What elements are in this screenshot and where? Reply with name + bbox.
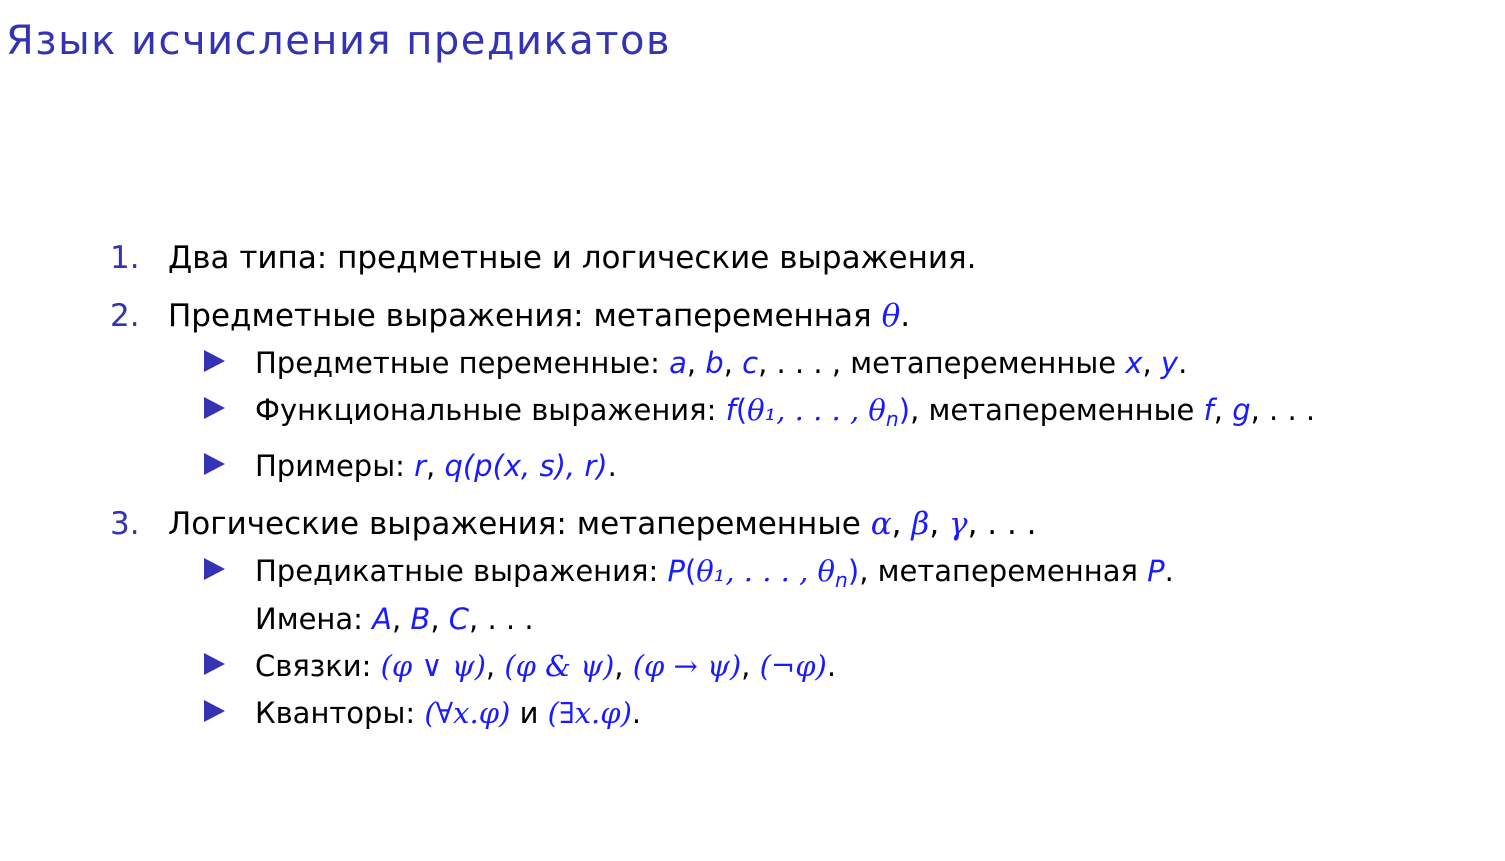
sublist-line: [255, 694, 1490, 733]
math-segment: P: [667, 554, 685, 589]
sublist-line: [255, 447, 1490, 486]
text-segment: .: [826, 649, 837, 684]
text-segment: ,: [686, 346, 706, 380]
text-segment: Логические выражения: метапеременные: [168, 506, 871, 543]
math-segment: θ₁, . . . , θ: [696, 554, 835, 589]
text-segment: , метапеременная: [859, 554, 1148, 589]
enumerated-list: [110, 238, 1490, 733]
math-segment: a: [669, 346, 687, 380]
math-segment: n: [835, 568, 848, 593]
sublist-item: [204, 447, 1490, 486]
sublist: [204, 344, 1490, 486]
list-item: [110, 504, 1490, 733]
math-segment: (: [735, 393, 748, 427]
math-segment: f: [1203, 393, 1214, 427]
list-item: [110, 296, 1490, 486]
text-segment: .: [607, 449, 617, 484]
text-segment: ,: [1213, 393, 1233, 427]
slide-title: Язык исчисления предикатов: [6, 18, 672, 64]
text-segment: .: [900, 298, 911, 334]
triangle-bullet-icon: [204, 453, 225, 475]
item-text: [168, 296, 1490, 336]
text-segment: ,: [430, 602, 449, 637]
sublist-line: [255, 600, 1490, 639]
math-segment: β: [911, 506, 930, 543]
sublist-item: [204, 647, 1490, 686]
math-segment: C: [448, 602, 470, 637]
text-segment: , . . . , метапеременные: [758, 346, 1126, 380]
sublist-item: [204, 391, 1490, 439]
text-segment: Примеры:: [255, 449, 415, 484]
text-segment: ,: [929, 506, 950, 543]
math-segment: c: [742, 346, 759, 380]
text-segment: Предметные переменные:: [255, 346, 670, 380]
text-segment: , . . .: [469, 602, 534, 637]
sublist: [204, 552, 1490, 733]
math-segment: B: [410, 602, 431, 637]
text-segment: .: [631, 696, 642, 731]
text-segment: , . . .: [1250, 393, 1316, 427]
math-segment: (∃x.φ): [547, 696, 632, 731]
text-segment: ,: [723, 346, 743, 380]
math-segment: f: [725, 393, 736, 427]
math-segment: g: [1232, 393, 1251, 427]
text-segment: Два типа: предметные и логические выражения.: [168, 240, 977, 276]
text-segment: и: [510, 696, 548, 731]
math-segment: (¬φ): [759, 649, 827, 684]
text-segment: , метапеременные: [910, 393, 1204, 427]
math-segment: y: [1160, 346, 1179, 380]
math-segment: A: [372, 602, 392, 637]
item-number: 2.: [110, 298, 140, 334]
text-segment: ,: [391, 602, 411, 637]
text-segment: ,: [1142, 346, 1161, 380]
sublist-line: [255, 344, 1490, 383]
sublist-item: [204, 552, 1490, 639]
math-segment: (φ ∨ ψ): [380, 649, 486, 684]
math-segment: θ: [881, 298, 901, 334]
sublist-line: [255, 552, 1490, 600]
math-segment: (∀x.φ): [424, 696, 511, 731]
triangle-bullet-icon: [204, 700, 225, 722]
sublist-line: [255, 391, 1490, 439]
triangle-bullet-icon: [204, 397, 225, 419]
text-segment: Предикатные выражения:: [255, 554, 668, 589]
text-segment: Связки:: [255, 649, 381, 684]
item-text: [168, 238, 1490, 278]
math-segment: ): [847, 554, 860, 589]
math-segment: b: [705, 346, 724, 380]
math-segment: (φ → ψ): [632, 649, 742, 684]
math-segment: (: [684, 554, 697, 589]
text-segment: ,: [614, 649, 633, 684]
math-segment: P: [1147, 554, 1165, 589]
item-text: [168, 504, 1490, 544]
text-segment: .: [1178, 346, 1188, 380]
math-segment: x: [1125, 346, 1143, 380]
text-segment: Имена:: [255, 602, 373, 637]
text-segment: ,: [485, 649, 505, 684]
item-number: 1.: [110, 240, 140, 276]
math-segment: γ: [949, 506, 968, 543]
list-item: [110, 238, 1490, 278]
math-segment: θ₁, . . . , θ: [747, 393, 886, 427]
text-segment: .: [1164, 554, 1174, 589]
sublist-line: [255, 647, 1490, 686]
math-segment: α: [870, 506, 892, 543]
math-segment: (φ & ψ): [504, 649, 615, 684]
math-segment: r: [414, 449, 427, 484]
text-segment: ,: [891, 506, 912, 543]
math-segment: ): [898, 393, 911, 427]
triangle-bullet-icon: [204, 558, 225, 580]
text-segment: , . . .: [967, 506, 1037, 543]
sublist-item: [204, 344, 1490, 383]
math-segment: q(p(x, s), r): [444, 449, 608, 484]
text-segment: ,: [741, 649, 760, 684]
item-number: 3.: [110, 506, 140, 543]
triangle-bullet-icon: [204, 653, 225, 675]
text-segment: ,: [426, 449, 445, 484]
text-segment: Предметные выражения: метапеременная: [168, 298, 882, 334]
text-segment: Функциональные выражения:: [255, 393, 726, 427]
text-segment: Кванторы:: [255, 696, 425, 731]
triangle-bullet-icon: [204, 350, 225, 372]
math-segment: n: [885, 407, 899, 432]
sublist-item: [204, 694, 1490, 733]
